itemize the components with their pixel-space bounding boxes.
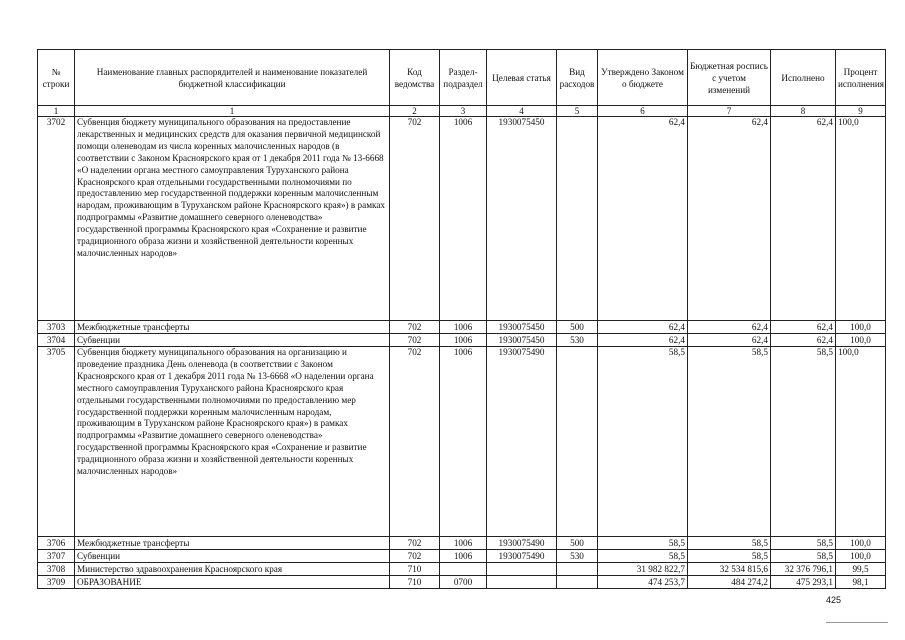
header-target: Целевая статья — [487, 50, 557, 106]
row-executed: 58,5 — [771, 550, 836, 563]
row-target: 1930075490 — [487, 537, 557, 550]
row-percent: 100,0 — [836, 117, 886, 321]
row-section: 1006 — [440, 537, 487, 550]
row-section: 1006 — [440, 321, 487, 334]
row-budget: 62,4 — [688, 117, 771, 321]
column-number: 7 — [688, 106, 771, 117]
table-row — [38, 347, 886, 537]
row-percent: 99,5 — [836, 563, 886, 576]
row-budget: 32 534 815,6 — [688, 563, 771, 576]
row-number: 3702 — [38, 117, 75, 321]
row-section: 1006 — [440, 334, 487, 347]
row-executed: 62,4 — [771, 321, 836, 334]
row-budget: 62,4 — [688, 321, 771, 334]
row-executed: 32 376 796,1 — [771, 563, 836, 576]
column-number: 8 — [771, 106, 836, 117]
header-expense-type: Вид расходов — [557, 50, 598, 106]
row-section — [440, 563, 487, 576]
header-approved: Утверждено Законом о бюджете — [598, 50, 688, 106]
row-target: 1930075450 — [487, 117, 557, 321]
row-section: 1006 — [440, 117, 487, 321]
table-row — [38, 537, 886, 550]
row-type: 500 — [557, 537, 598, 550]
row-number: 3708 — [38, 563, 75, 576]
row-number: 3706 — [38, 537, 75, 550]
row-name: Субвенции — [75, 334, 390, 347]
row-percent: 100,0 — [836, 334, 886, 347]
row-name: Министерство здравоохранения Красноярского края — [75, 563, 390, 576]
row-approved: 58,5 — [598, 347, 688, 537]
row-percent: 100,0 — [836, 347, 886, 537]
column-number: 4 — [487, 106, 557, 117]
column-number: 1 — [75, 106, 390, 117]
row-name: Субвенция бюджету муниципального образования на организацию и проведение праздника День оленевода (в соответствии с Законом Красноярского края от 1 декабря 2011 года № 13-6668 «О наделении органа местного самоуправления Туруханского района Красноярского края отдельными государственными полномочиями по предоставлению мер государственной поддержки коренным малочисленным народам, проживающим в Туруханском районе Красноярского края») в рамках подпрограммы «Развитие домашнего северного оленеводства» государственной программы Красноярского края «Сохранение и развитие традиционного образа жизни и хозяйственной деятельности коренных малочисленных народов» — [75, 347, 390, 537]
column-number: 9 — [836, 106, 886, 117]
row-approved: 31 982 822,7 — [598, 563, 688, 576]
row-budget: 58,5 — [688, 550, 771, 563]
header-dept-code: Код ведомства — [390, 50, 440, 106]
row-dept: 702 — [390, 334, 440, 347]
row-type — [557, 117, 598, 321]
row-dept: 710 — [390, 563, 440, 576]
row-type: 530 — [557, 334, 598, 347]
budget-table — [37, 49, 886, 589]
row-name: ОБРАЗОВАНИЕ — [75, 576, 390, 589]
row-budget: 58,5 — [688, 347, 771, 537]
header-percent: Процент исполнения — [836, 50, 886, 106]
row-executed: 62,4 — [771, 117, 836, 321]
page-edge-divider — [826, 622, 888, 623]
row-percent: 98,1 — [836, 576, 886, 589]
row-name: Субвенция бюджету муниципального образования на предоставление лекарственных и медицинских средств для оказания первичной медицинской помощи оленеводам из числа коренных малочисленных народов (в соответствии с Законом Красноярского края от 1 декабря 2011 года № 13-6668 «О наделении органа местного самоуправления Туруханского района Красноярского края отдельными государственными полномочиями по предоставлению мер государственной поддержки коренным малочисленным народам, проживающим в Туруханском районе Красноярского края») в рамках подпрограммы «Развитие домашнего северного оленеводства» государственной программы Красноярского края «Сохранение и развитие традиционного образа жизни и хозяйственной деятельности коренных малочисленных народов» — [75, 117, 390, 321]
row-dept: 702 — [390, 537, 440, 550]
row-target: 1930075450 — [487, 334, 557, 347]
row-target: 1930075450 — [487, 321, 557, 334]
row-percent: 100,0 — [836, 537, 886, 550]
row-approved: 62,4 — [598, 321, 688, 334]
table-row — [38, 563, 886, 576]
row-name: Межбюджетные трансферты — [75, 321, 390, 334]
table-row — [38, 117, 886, 321]
header-name: Наименование главных распорядителей и наименование показателей бюджетной классификации — [75, 50, 390, 106]
row-approved: 62,4 — [598, 334, 688, 347]
row-number: 3709 — [38, 576, 75, 589]
table-row — [38, 334, 886, 347]
header-executed: Исполнено — [771, 50, 836, 106]
row-number: 3703 — [38, 321, 75, 334]
row-number: 3707 — [38, 550, 75, 563]
column-number: 2 — [390, 106, 440, 117]
row-section: 1006 — [440, 550, 487, 563]
header-row — [38, 50, 886, 106]
row-executed: 62,4 — [771, 334, 836, 347]
row-percent: 100,0 — [836, 550, 886, 563]
column-number: 1 — [38, 106, 75, 117]
row-target — [487, 576, 557, 589]
row-section: 0700 — [440, 576, 487, 589]
row-dept: 702 — [390, 347, 440, 537]
column-number: 6 — [598, 106, 688, 117]
row-name: Межбюджетные трансферты — [75, 537, 390, 550]
row-approved: 474 253,7 — [598, 576, 688, 589]
row-type — [557, 563, 598, 576]
column-number: 5 — [557, 106, 598, 117]
table-row — [38, 321, 886, 334]
column-number-row — [38, 106, 886, 117]
row-dept: 702 — [390, 321, 440, 334]
row-target — [487, 563, 557, 576]
row-name: Субвенции — [75, 550, 390, 563]
row-dept: 702 — [390, 117, 440, 321]
header-budget-list: Бюджетная роспись с учетом изменений — [688, 50, 771, 106]
row-executed: 58,5 — [771, 347, 836, 537]
table-row — [38, 576, 886, 589]
row-approved: 58,5 — [598, 537, 688, 550]
row-percent: 100,0 — [836, 321, 886, 334]
row-budget: 484 274,2 — [688, 576, 771, 589]
row-executed: 58,5 — [771, 537, 836, 550]
row-type — [557, 347, 598, 537]
row-type: 530 — [557, 550, 598, 563]
header-section: Раздел-подраздел — [440, 50, 487, 106]
row-target: 1930075490 — [487, 550, 557, 563]
row-number: 3704 — [38, 334, 75, 347]
row-type — [557, 576, 598, 589]
page-number: 425 — [826, 595, 842, 605]
row-approved: 58,5 — [598, 550, 688, 563]
row-approved: 62,4 — [598, 117, 688, 321]
row-budget: 62,4 — [688, 334, 771, 347]
row-target: 1930075490 — [487, 347, 557, 537]
row-dept: 702 — [390, 550, 440, 563]
header-row-no: № строки — [38, 50, 75, 106]
row-budget: 58,5 — [688, 537, 771, 550]
row-number: 3705 — [38, 347, 75, 537]
row-dept: 710 — [390, 576, 440, 589]
row-executed: 475 293,1 — [771, 576, 836, 589]
row-type: 500 — [557, 321, 598, 334]
table-row — [38, 550, 886, 563]
column-number: 3 — [440, 106, 487, 117]
row-section: 1006 — [440, 347, 487, 537]
